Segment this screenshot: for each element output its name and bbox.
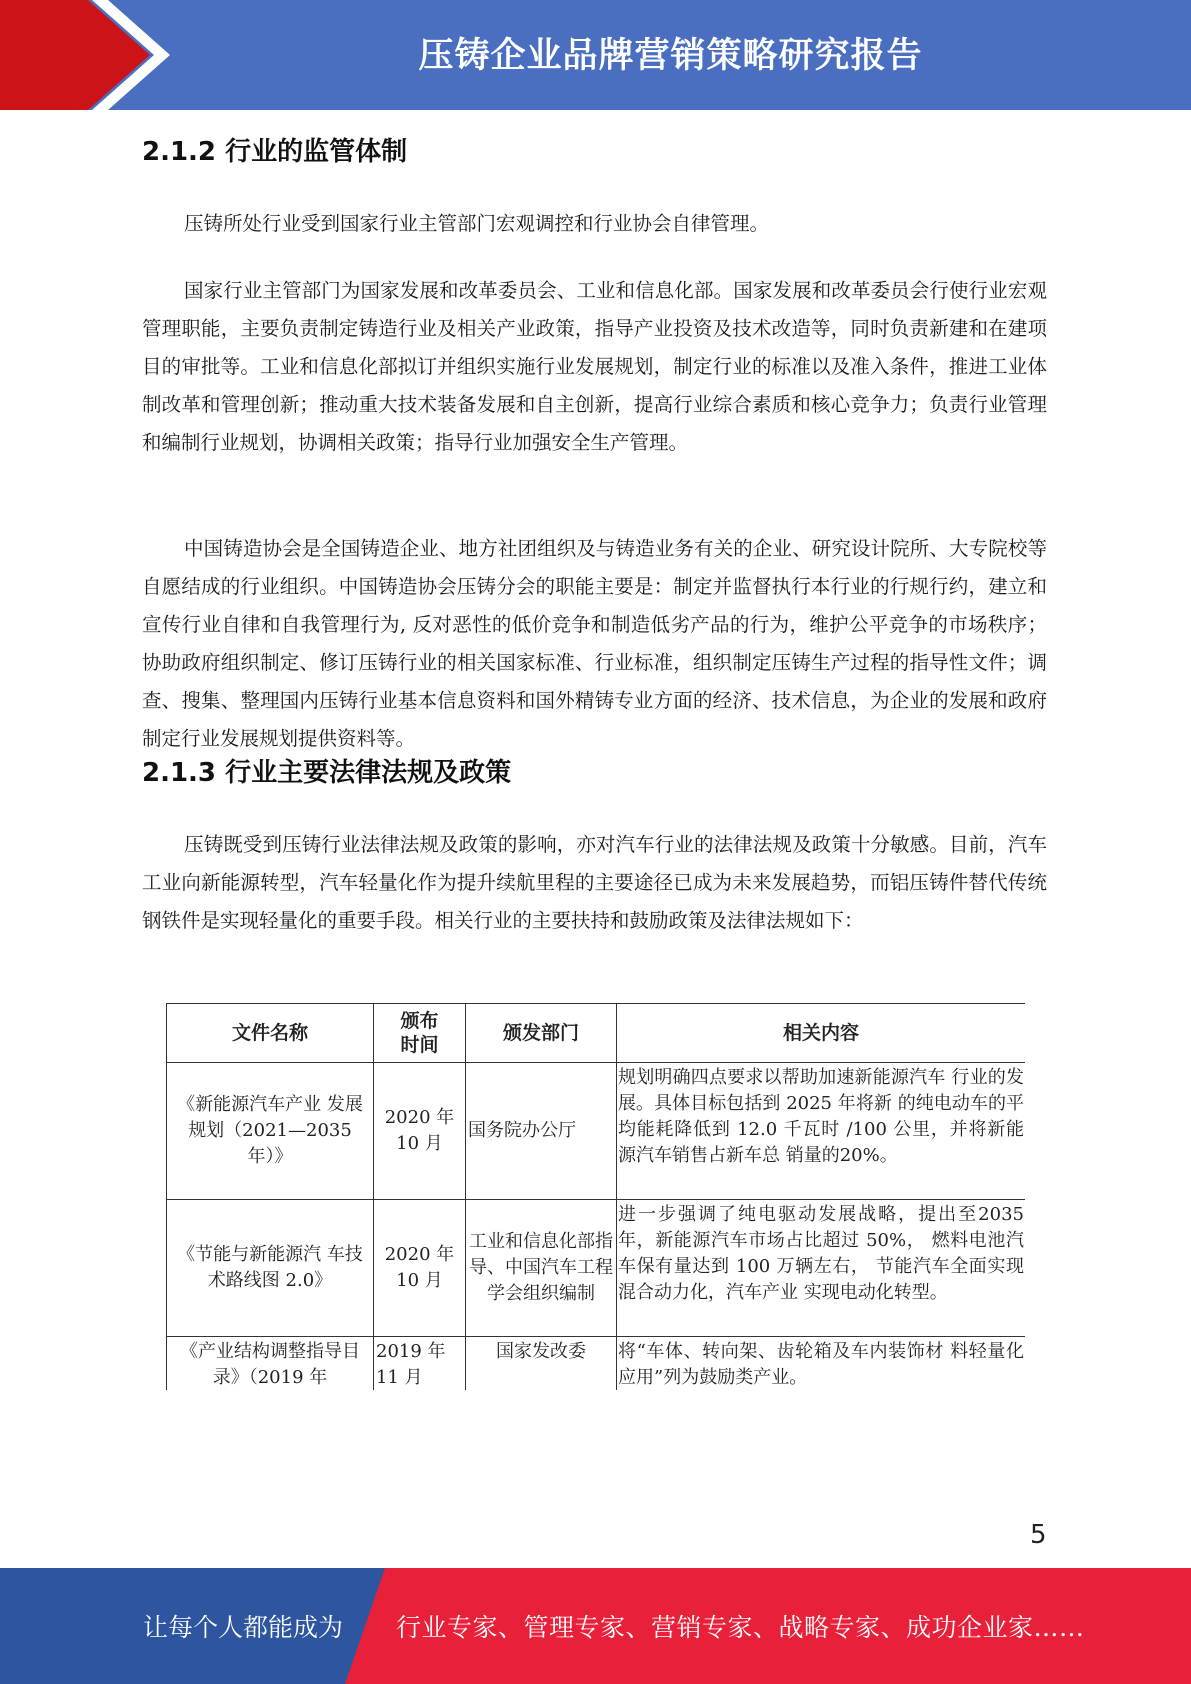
- section-heading-2-1-2: 2.1.2 行业的监管体制: [142, 137, 408, 167]
- footer-slogan-left: 让每个人都能成为: [143, 1613, 344, 1642]
- col-header-date: 颁布 时间: [374, 1004, 466, 1063]
- cell-dept: 国务院办公厅: [466, 1063, 617, 1200]
- cell-date: 2020 年 10 月: [374, 1063, 466, 1200]
- paragraph-3: 中国铸造协会是全国铸造企业、地方社团组织及与铸造业务有关的企业、研究设计院所、大专院校等自愿结成的行业组织。中国铸造协会压铸分会的职能主要是：制定并监督执行本行业的行规行约，建立和宣传行业自律和自我管理行为, 反对恶性的低价竞争和制造低劣产品的行为，维护公平竞争的市场秩序；协助政府组织制定、修订压铸行业的相关国家标准、行业标准，组织制定压铸生产过程的指导性文件；调查、搜集、整理国内压铸行业基本信息资料和国外精铸专业方面的经济、技术信息，为企业的发展和政府制定行业发展规划提供资料等。: [142, 537, 1047, 750]
- col-header-dept: 颁发部门: [466, 1004, 617, 1063]
- footer-slogan-right: 行业专家、管理专家、营销专家、战略专家、成功企业家……: [396, 1613, 1085, 1642]
- table-row: [167, 1337, 1026, 1391]
- page-header: [0, 0, 1191, 110]
- cell-dept: 工业和信息化部指导、中国汽车工程学会组织编制: [466, 1200, 617, 1337]
- cell-name: 《新能源汽车产业 发展规划（2021—2035 年）》: [167, 1063, 374, 1200]
- paragraph-2: 国家行业主管部门为国家发展和改革委员会、工业和信息化部。国家发展和改革委员会行使行业宏观管理职能，主要负责制定铸造行业及相关产业政策，指导产业投资及技术改造等，同时负责新建和在建项目的审批等。工业和信息化部拟订并组织实施行业发展规划，制定行业的标准以及准入条件，推进工业体制改革和管理创新；推动重大技术装备发展和自主创新，提高行业综合素质和核心竞争力；负责行业管理和编制行业规划，协调相关政策；指导行业加强安全生产管理。: [142, 279, 1047, 454]
- cell-name: 《节能与新能源汽 车技术路线图 2.0》: [167, 1200, 374, 1337]
- policy-table-wrapper: [166, 1003, 1025, 1390]
- paragraph-4: 压铸既受到压铸行业法律法规及政策的影响，亦对汽车行业的法律法规及政策十分敏感。目前，汽车工业向新能源转型，汽车轻量化作为提升续航里程的主要途径已成为未来发展趋势，而铝压铸件替代传统钢铁件是实现轻量化的重要手段。相关行业的主要扶持和鼓励政策及法律法规如下：: [142, 833, 1047, 932]
- cell-dept: 国家发改委: [466, 1337, 617, 1391]
- cell-content: 将“车体、转向架、齿轮箱及车内装饰材 料轻量化应用”列为鼓励类产业。: [617, 1337, 1026, 1391]
- col-header-name: 文件名称: [167, 1004, 374, 1063]
- section-heading-2-1-3: 2.1.3 行业主要法律法规及政策: [142, 758, 512, 788]
- table-row: [167, 1200, 1026, 1337]
- page-number: 5: [1030, 1520, 1047, 1550]
- cell-content: 进一步强调了纯电驱动发展战略，提出至2035 年，新能源汽车市场占比超过 50%， 燃料电池汽车保有量达到 100 万辆左右， 节能汽车全面实现混合动力化，汽车产业 实现电动化转型。: [617, 1200, 1026, 1337]
- report-title: 压铸企业品牌营销策略研究报告: [418, 36, 923, 76]
- cell-date: 2020 年 10 月: [374, 1200, 466, 1337]
- cell-name: 《产业结构调整指导目录》（2019 年: [167, 1337, 374, 1391]
- cell-date: 2019 年 11 月: [374, 1337, 466, 1391]
- policy-table: [166, 1003, 1025, 1390]
- page-footer: [0, 1568, 1191, 1684]
- table-header-row: [167, 1004, 1026, 1063]
- cell-content: 规划明确四点要求以帮助加速新能源汽车 行业的发展。具体目标包括到 2025 年将新 的纯电动车的平均能耗降低到 12.0 千瓦时 /100 公里，并将新能源汽车销售占新车总 销量的20%。: [617, 1063, 1026, 1200]
- col-header-content: 相关内容: [617, 1004, 1026, 1063]
- paragraph-1: 压铸所处行业受到国家行业主管部门宏观调控和行业协会自律管理。: [184, 212, 770, 235]
- table-row: [167, 1063, 1026, 1200]
